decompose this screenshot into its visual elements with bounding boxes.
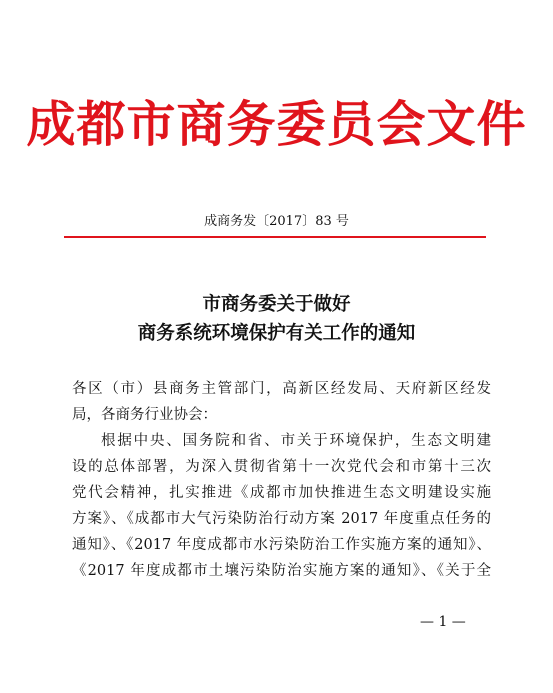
body-paragraph <box>72 428 491 584</box>
addressee-line-2: 局，各商务行业协会： <box>72 407 217 423</box>
body-line-2: 设的总体部署，为深入贯彻省第十一次党代会和市第十三次 <box>72 459 491 475</box>
body-line-3: 党代会精神，扎实推进《成都市加快推进生态文明建设实施 <box>72 485 491 501</box>
body-text <box>72 376 491 584</box>
title-line-2: 商务系统环境保护有关工作的通知 <box>137 323 416 344</box>
notice-title <box>0 290 553 348</box>
masthead: 成都市商务委员会文件 <box>26 95 527 153</box>
body-line-6: 《2017 年度成都市土壤污染防治实施方案的通知》、《关于全 <box>72 563 491 579</box>
body-line-4: 方案》、《成都市大气污染防治行动方案 2017 年度重点任务的 <box>72 511 491 527</box>
body-line-5: 通知》、《2017 年度成都市水污染防治工作实施方案的通知》、 <box>72 537 491 553</box>
page-number: — 1 — <box>420 614 466 630</box>
red-rule <box>64 236 486 238</box>
addressee <box>72 376 491 428</box>
body-line-1: 根据中央、国务院和省、市关于环境保护，生态文明建 <box>101 433 491 449</box>
addressee-line-1: 各区（市）县商务主管部门，高新区经发局、天府新区经发 <box>72 381 491 397</box>
doc-number: 成商务发〔2017〕83 号 <box>204 214 349 229</box>
title-line-1: 市商务委关于做好 <box>202 294 351 315</box>
